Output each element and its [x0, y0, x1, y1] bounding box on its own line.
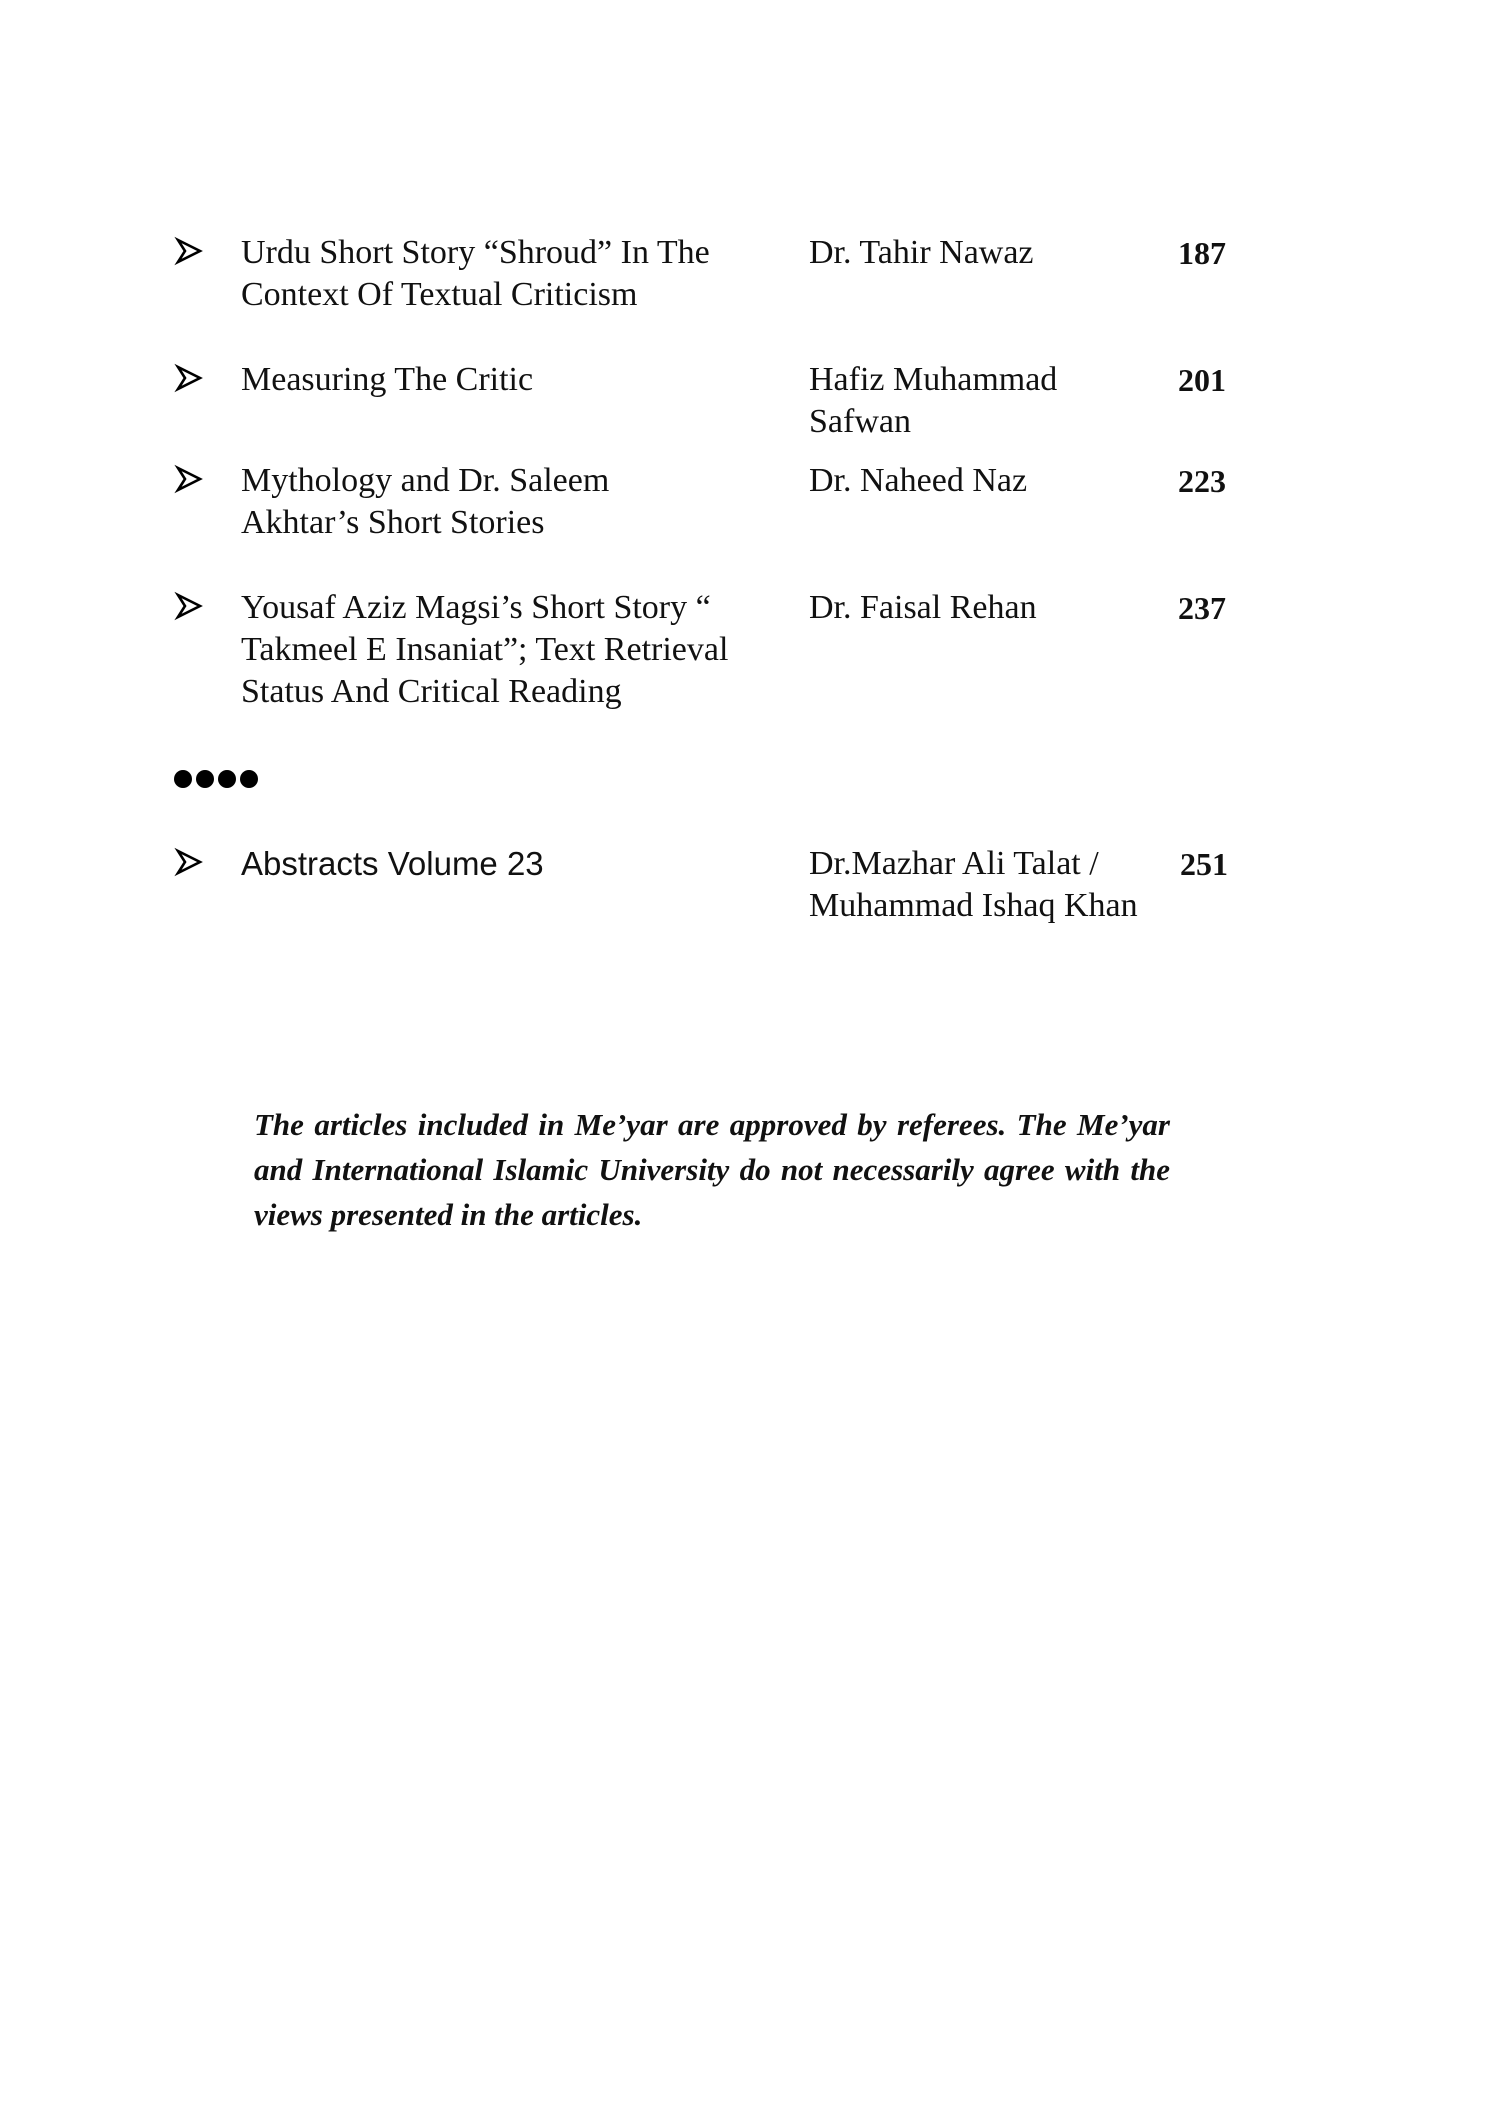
dot-icon — [174, 770, 192, 788]
toc-entry-author: Hafiz Muhammad Safwan — [809, 361, 1058, 440]
toc-entry-title: Yousaf Aziz Magsi’s Short Story “ Takmeel E Insaniat”; Text Retrieval Status And Critical Reading — [241, 589, 729, 710]
toc-entry-page: 201 — [1178, 362, 1226, 398]
arrow-bullet-icon — [174, 591, 204, 621]
toc-entry-page: 187 — [1178, 235, 1226, 271]
arrow-bullet-icon — [174, 236, 204, 266]
toc-entry-title: Urdu Short Story “Shroud” In The Context Of Textual Criticism — [241, 234, 710, 313]
arrow-bullet-icon — [174, 847, 204, 877]
toc-entry-page: 237 — [1178, 590, 1226, 626]
toc-entry-title: Mythology and Dr. Saleem Akhtar’s Short Stories — [241, 462, 610, 541]
section-separator-dots — [174, 770, 262, 794]
dot-icon — [218, 770, 236, 788]
arrow-bullet-icon — [174, 363, 204, 393]
toc-entry-title: Measuring The Critic — [241, 361, 534, 398]
disclaimer-note: The articles included in Me’yar are approved by referees. The Me’yar and International Islamic University do not necessarily agree with the views presented in the articles. — [254, 1107, 1170, 1232]
toc-entry-author: Dr. Faisal Rehan — [809, 589, 1037, 626]
toc-entry-title: Abstracts Volume 23 — [241, 845, 544, 882]
toc-entry-page: 223 — [1178, 463, 1226, 499]
toc-entry-page: 251 — [1180, 846, 1228, 882]
toc-entry-author: Dr. Naheed Naz — [809, 462, 1028, 499]
arrow-bullet-icon — [174, 464, 204, 494]
dot-icon — [240, 770, 258, 788]
dot-icon — [196, 770, 214, 788]
toc-entry-author: Dr. Tahir Nawaz — [809, 234, 1034, 271]
toc-entry-author: Dr.Mazhar Ali Talat / Muhammad Ishaq Khan — [809, 845, 1138, 924]
